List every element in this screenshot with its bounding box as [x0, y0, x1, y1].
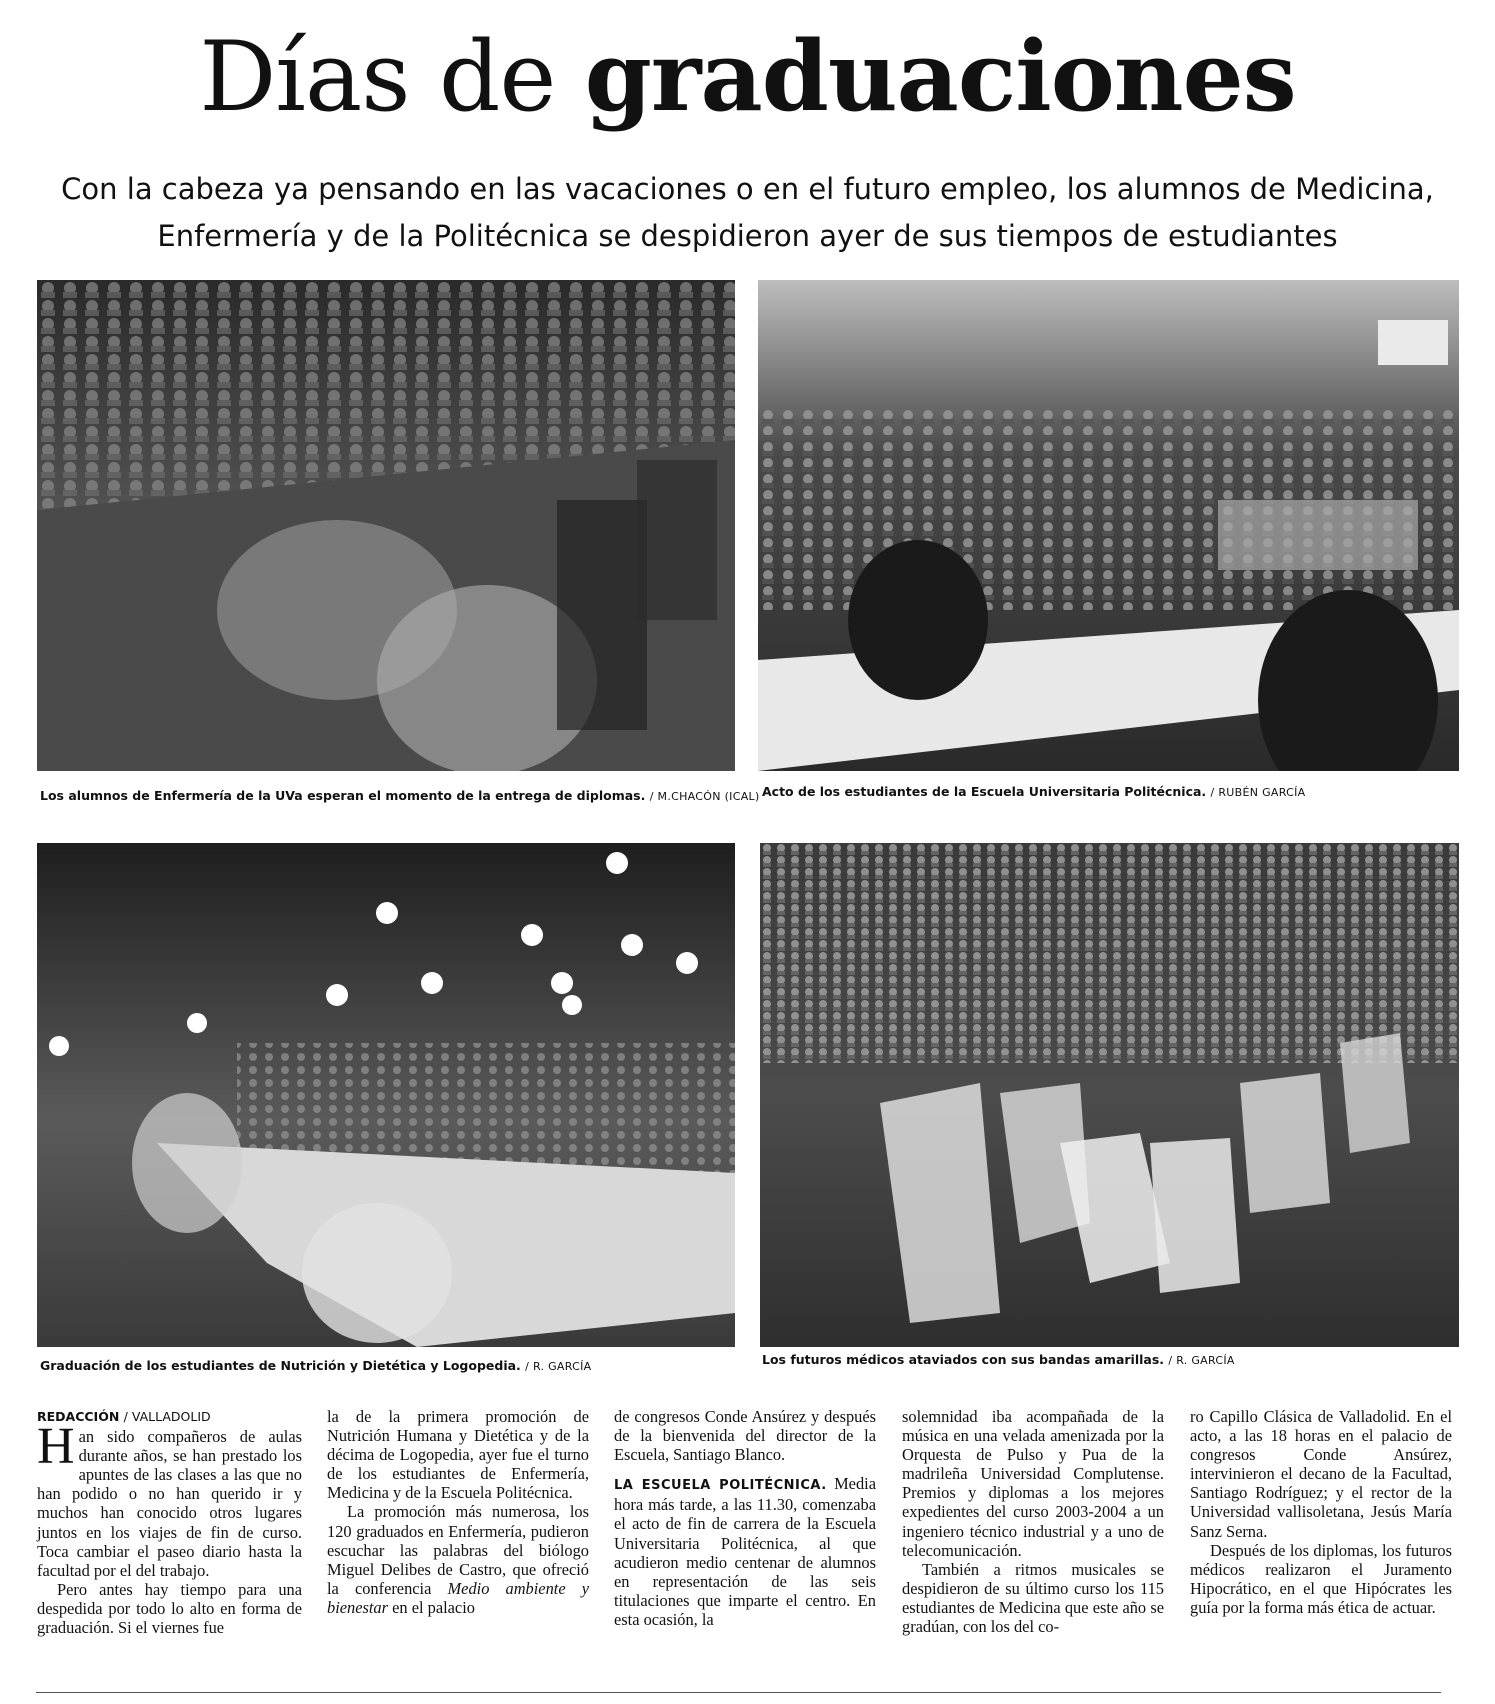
article-paragraph	[37, 1418, 302, 1580]
caption-text-3: Graduación de los estudiantes de Nutrición y Dietética y Logopedia.	[40, 1358, 521, 1373]
article-paragraph: de congresos Conde Ansúrez y después de la bienvenida del director de la Escuela, Santiago Blanco.	[614, 1407, 876, 1465]
section-head: LA ESCUELA POLITÉCNICA.	[614, 1478, 827, 1494]
article-text: Media hora más tarde, a las 11.30, comenzaba el acto de fin de carrera de la Escuela Universitaria Politécnica, al que acudieron medio centenar de alumnos en representación de las seis titulaciones que imparte el centro. En esta ocasión, la	[614, 1474, 876, 1629]
caption-credit-4: / R. GARCÍA	[1168, 1354, 1235, 1367]
photo-polytechnic-ceremony	[758, 280, 1459, 771]
caption-credit-1: / M.CHACÓN (ICAL)	[649, 790, 760, 803]
subheadline	[60, 166, 1435, 260]
dropcap: H	[37, 1418, 75, 1476]
article-text: an sido compañeros de aulas durante años, se han prestado los apuntes de las clases a las que no han podido o no han querido ir y muchos han conocido otros lugares juntos en los viajes de fin de curso. Toca cambiar el paseo diario hasta la facultad por el del trabajo.	[37, 1427, 302, 1580]
article-paragraph	[327, 1502, 589, 1617]
bottom-rule	[36, 1692, 1441, 1693]
article-paragraph: Después de los diplomas, los futuros médicos realizaron el Juramento Hipocrático, en el que Hipócrates les guía por la forma más ética de actuar.	[1190, 1540, 1452, 1617]
subheadline-line1: Con la cabeza ya pensando en las vacaciones o en el futuro empleo, los alumnos de Medicina,	[61, 172, 1434, 206]
photo-caption-3	[40, 1358, 592, 1373]
article-column-2	[327, 1407, 589, 1617]
photo-medical-image	[760, 843, 1459, 1347]
byline-author: REDACCIÓN	[37, 1409, 120, 1424]
byline	[37, 1407, 302, 1426]
article-column-4	[902, 1407, 1164, 1636]
photo-medical-students	[760, 843, 1459, 1347]
photo-nutrition-graduation	[37, 843, 735, 1347]
article-paragraph: la de la primera promoción de Nutrición Humana y Dietética y de la décima de Logopedia, ayer fue el turno de los estudiantes de Enfermería, Medicina y de la Escuela Politécnica.	[327, 1407, 589, 1503]
article-paragraph: ro Capillo Clásica de Valladolid. En el acto, a las 18 horas en el palacio de congresos Conde Ansúrez, intervinieron el decano de la Facultad, Santiago Rodríguez; y el rector de la Universidad vallisoletana, Jesús María Sanz Serna.	[1190, 1407, 1452, 1541]
article-text: La promoción más numerosa, los 120 graduados en Enfermería, pudieron escuchar las palabras del biólogo Miguel Delibes de Castro, que ofreció la conferencia	[327, 1502, 589, 1598]
subheadline-line2: Enfermería y de la Politécnica se despidieron ayer de sus tiempos de estudiantes	[157, 219, 1338, 253]
photo-nursing-image	[37, 280, 735, 771]
caption-text-1: Los alumnos de Enfermería de la UVa esperan el momento de la entrega de diplomas.	[40, 788, 646, 803]
caption-text-2: Acto de los estudiantes de la Escuela Universitaria Politécnica.	[762, 784, 1207, 799]
article-column-5	[1190, 1407, 1452, 1617]
caption-credit-2: / RUBÉN GARCÍA	[1210, 786, 1306, 799]
caption-text-4: Los futuros médicos ataviados con sus bandas amarillas.	[762, 1352, 1165, 1367]
byline-city: / VALLADOLID	[123, 1409, 211, 1424]
caption-credit-3: / R. GARCÍA	[525, 1360, 592, 1373]
photo-caption-2	[762, 784, 1305, 799]
article-paragraph	[614, 1474, 876, 1629]
article-column-1	[37, 1407, 302, 1637]
article-text: en el palacio	[392, 1597, 475, 1617]
headline-part2: graduaciones	[584, 20, 1296, 133]
headline	[0, 22, 1495, 132]
conference-title: Medio ambiente y bienestar	[327, 1578, 589, 1617]
article-column-3	[614, 1407, 876, 1629]
photo-caption-1	[40, 788, 760, 803]
article-paragraph: solemnidad iba acompañada de la música en una velada amenizada por la Orquesta de Pulso y Pua de la madrileña Universidad Complutense. Premios y diplomas a los mejores expedientes del curso 2003-2004 a un ingeniero técnico industrial y a uno de telecomunicación.	[902, 1407, 1164, 1560]
photo-polytechnic-image	[758, 280, 1459, 771]
article-paragraph: Pero antes hay tiempo para una despedida por todo lo alto en forma de graduación. Si el viernes fue	[37, 1579, 302, 1638]
article-paragraph: También a ritmos musicales se despidieron de su último curso los 115 estudiantes de Medicina que este año se gradúan, con los del co-	[902, 1559, 1164, 1637]
photo-nutrition-image	[37, 843, 735, 1347]
photo-nursing-students	[37, 280, 735, 771]
photo-caption-4	[762, 1352, 1235, 1367]
headline-part1: Días de	[199, 21, 556, 133]
